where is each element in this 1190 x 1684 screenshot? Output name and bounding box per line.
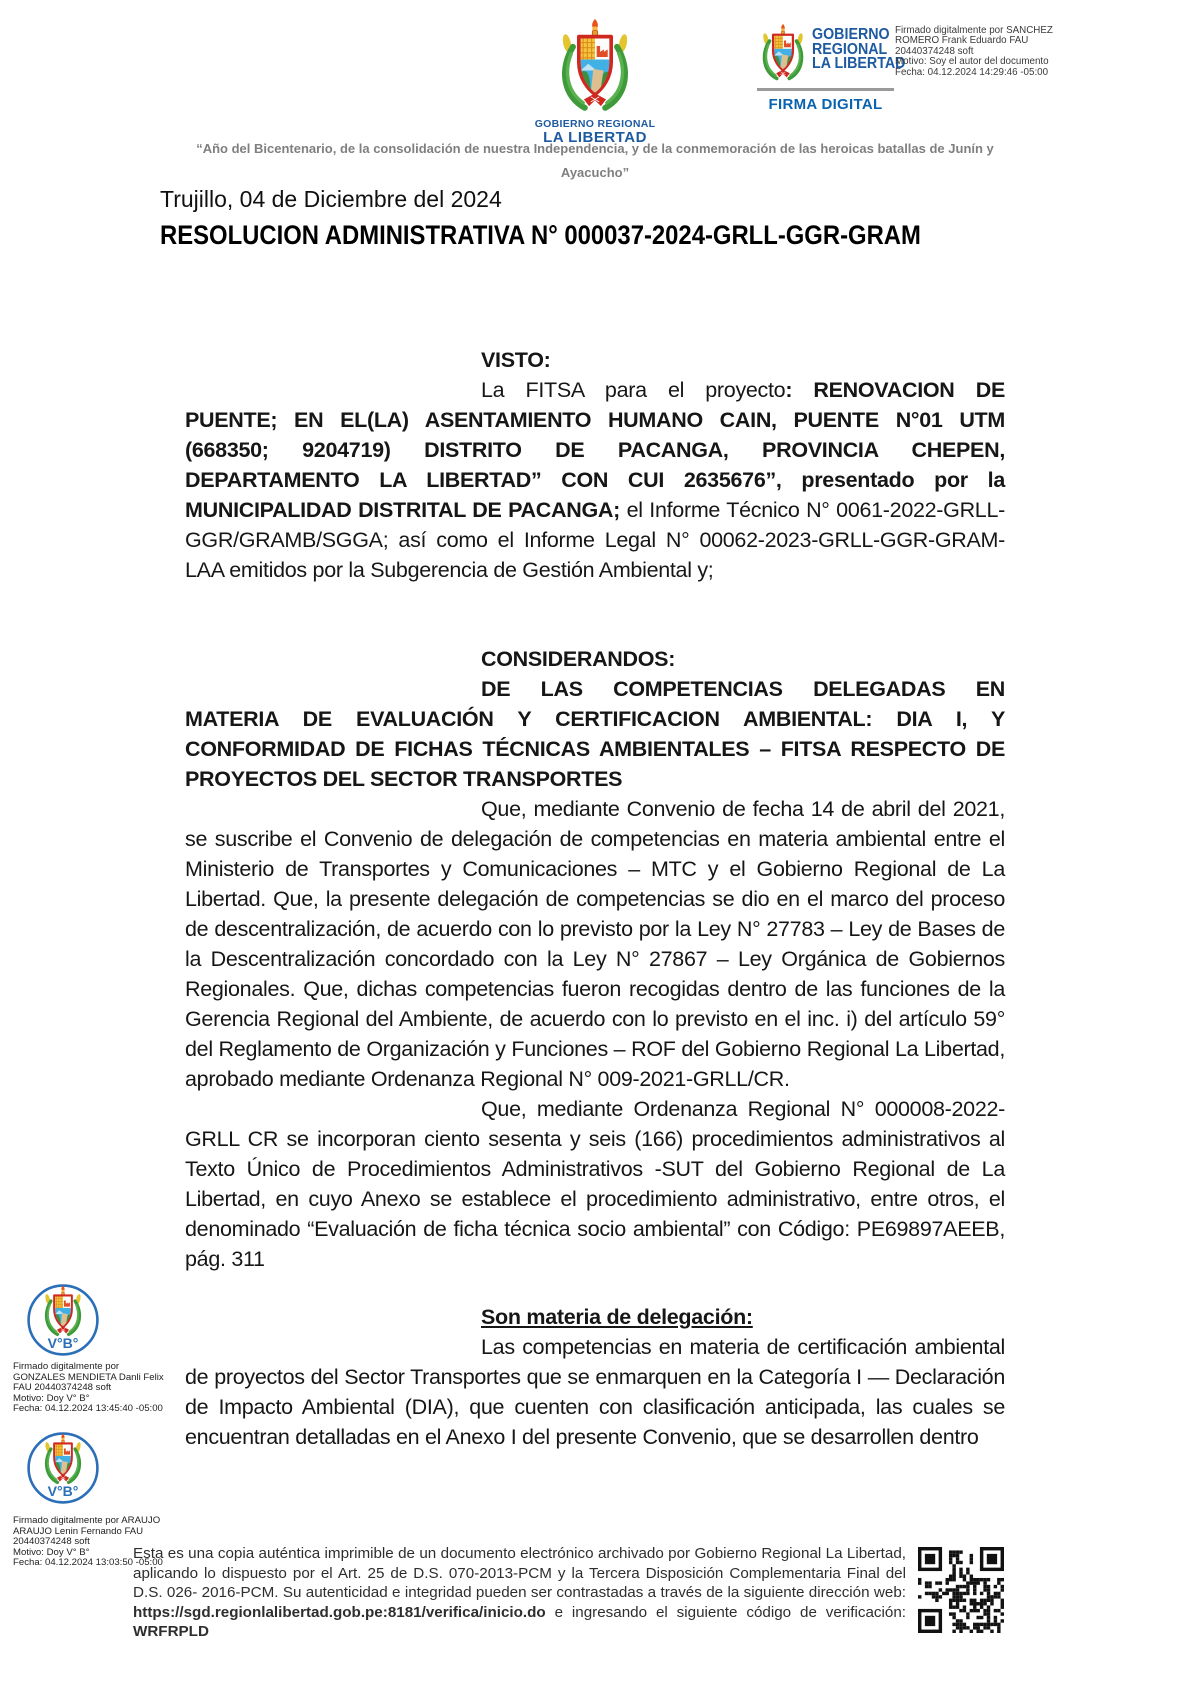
convenio-paragraph: Que, mediante Convenio de fecha 14 de abril del 2021, se suscribe el Convenio de delegación de competencias en materia ambiental entre el Ministerio de Transportes y Comunicaciones – MTC y el Gobierno Regional de La Libertad. Que, la presente delegación de competencias se dio en el marco del proceso de descentralización, de acuerdo con lo previsto por la Ley N° 27783 – Ley de Bases de la Descentralización concordado con la Ley N° 27867 – Ley Orgánica de Gobiernos Regionales. Que, dichas competencias fueron recogidas dentro de las funciones de la Gerencia Regional del Ambiente, de acuerdo con lo previsto en el inc. i) del artículo 59° del Reglamento de Organización y Funciones – ROF del Gobierno Regional La Libertad, aprobado mediante Ordenanza Regional N° 009-2021-GRLL/CR. [185, 797, 1005, 1091]
digital-signature-note [895, 26, 1053, 78]
signature-line: Motivo: Soy el autor del documento [895, 56, 1049, 68]
visto-text: La FITSA para el proyecto [481, 378, 786, 402]
firma-org-line2: REGIONAL [812, 40, 888, 58]
signature-line: 20440374248 soft [895, 45, 974, 57]
considerandos-heading: CONSIDERANDOS: [481, 647, 676, 671]
stamp-line: Fecha: 04.12.2024 13:45:40 -05:00 [13, 1403, 163, 1415]
project-name-bold: : RENOVACION DE PUENTE; EN EL(LA) ASENTAMIENTO HUMANO CAIN, PUENTE N°01 UTM (668350; 9204719) DISTRITO DE PACANGA, PROVINCIA CHEPEN, DEPARTAMENTO LA LIBERTAD” CON CUI 2635676”, presentado por la MUNICIPALIDAD DISTRITAL DE PACANGA; [185, 378, 1005, 522]
footer-text: Esta es una copia auténtica imprimible de un documento electrónico archivado por Gobierno Regional La Libertad, aplicando lo dispuesto por el Art. 25 de D.S. 070-2013-PCM y la Tercera Disposición Complementaria Final del D.S. 026- 2016-PCM. Su autenticidad e integridad pueden ser contrastadas a través de la siguiente dirección web: [133, 1545, 906, 1602]
logo-caption-line1: GOBIERNO REGIONAL [534, 118, 656, 130]
firma-org-name [812, 28, 905, 72]
authenticity-note [133, 1544, 906, 1642]
stamp-signature-gonzales [13, 1362, 164, 1415]
stamp-line: ARAUJO Lenin Fernando FAU [13, 1525, 144, 1537]
stamp-line: Motivo: Doy V° B° [13, 1392, 90, 1404]
vobo-stamp-araujo [26, 1431, 100, 1505]
stamp-line: Firmado digitalmente por [13, 1361, 120, 1372]
vobo-text: V°B° [47, 1335, 79, 1352]
delegacion-subheading: Son materia de delegación: [481, 1305, 753, 1329]
stamp-line: FAU 20440374248 soft [13, 1382, 112, 1394]
stamp-line: GONZALES MENDIETA Danli Felix [13, 1371, 164, 1383]
stamp-line: Fecha: 04.12.2024 13:03:50 -05:00 [13, 1557, 163, 1569]
grll-center-logo [533, 18, 657, 146]
signature-line: ROMERO Frank Eduardo FAU [895, 35, 1029, 47]
firma-digital-block [757, 23, 906, 113]
coat-of-arms-icon [757, 23, 809, 85]
firma-divider [757, 88, 894, 91]
vobo-stamp-icon [26, 1283, 100, 1357]
city-date: Trujillo, 04 de Diciembre del 2024 [160, 186, 502, 212]
motto-line1: “Año del Bicentenario, de la consolidación de nuestra Independencia, y de la conmemoración de las heroicas batallas de Junín y [196, 141, 994, 156]
firma-org-line1: GOBIERNO [812, 26, 890, 43]
visto-paragraph [185, 375, 1005, 585]
competencias-paragraph: Las competencias en materia de certificación ambiental de proyectos del Sector Transportes que se enmarquen en la Categoría I — Declaración de Impacto Ambiental (DIA), que cuenten con clasificación anticipada, las cuales se encuentran detalladas en el Anexo I del presente Convenio, que se desarrollen dentro [185, 1335, 1005, 1449]
stamp-line: Firmado digitalmente por ARAUJO [13, 1515, 161, 1526]
year-motto [0, 137, 1190, 185]
visto-heading: VISTO: [481, 348, 551, 372]
footer-text-cont: e ingresando el siguiente código de verificación: [545, 1603, 906, 1621]
vobo-stamp-icon [26, 1431, 100, 1505]
ordenanza-paragraph: Que, mediante Ordenanza Regional N° 000008-2022-GRLL CR se incorporan ciento sesenta y seis (166) procedimientos administrativos al Texto Único de Procedimientos Administrativos -SUT del Gobierno Regional de La Libertad, en cuyo Anexo se establece el procedimiento administrativo, entre otros, el denominado “Evaluación de ficha técnica socio ambiental” con Código: PE69897AEEB, pág. 311 [185, 1097, 1005, 1271]
qr-code [918, 1547, 1004, 1633]
document-body [185, 345, 1005, 1452]
stamp-line: Motivo: Doy V° B° [13, 1546, 90, 1558]
resolution-title: RESOLUCION ADMINISTRATIVA N° 000037-2024-GRLL-GGR-GRAM [160, 220, 921, 250]
verification-code: WRFRPLD [133, 1623, 209, 1641]
firma-digital-label: FIRMA DIGITAL [768, 95, 883, 113]
signature-line: Fecha: 04.12.2024 14:29:46 -05:00 [895, 66, 1049, 78]
logo-caption-line2: LA LIBERTAD [543, 129, 647, 146]
visto-text-cont: el Informe Técnico N° 0061-2022-GRLL-GGR/GRAMB/SGGA; así como el Informe Legal N° 00062-2023-GRLL-GGR-GRAM-LAA emitidos por la Subgerencia de Gestión Ambiental y; [185, 498, 1005, 582]
motto-line2: Ayacucho” [560, 165, 630, 180]
verification-url[interactable]: https://sgd.regionlalibertad.gob.pe:8181/verifica/inicio.do [133, 1603, 546, 1621]
signature-line: Firmado digitalmente por SANCHEZ [895, 25, 1053, 36]
vobo-text: V°B° [47, 1483, 79, 1500]
vobo-stamp-gonzales [26, 1283, 100, 1357]
firma-org-line3: LA LIBERTAD [812, 55, 906, 72]
competencias-bold-paragraph: DE LAS COMPETENCIAS DELEGADAS EN MATERIA DE EVALUACIÓN Y CERTIFICACION AMBIENTAL: DIA I, Y CONFORMIDAD DE FICHAS TÉCNICAS AMBIENTALES – FITSA RESPECTO DE PROYECTOS DEL SECTOR TRANSPORTES [185, 677, 1005, 791]
coat-of-arms-icon [545, 18, 645, 118]
stamp-line: 20440374248 soft [13, 1536, 90, 1548]
